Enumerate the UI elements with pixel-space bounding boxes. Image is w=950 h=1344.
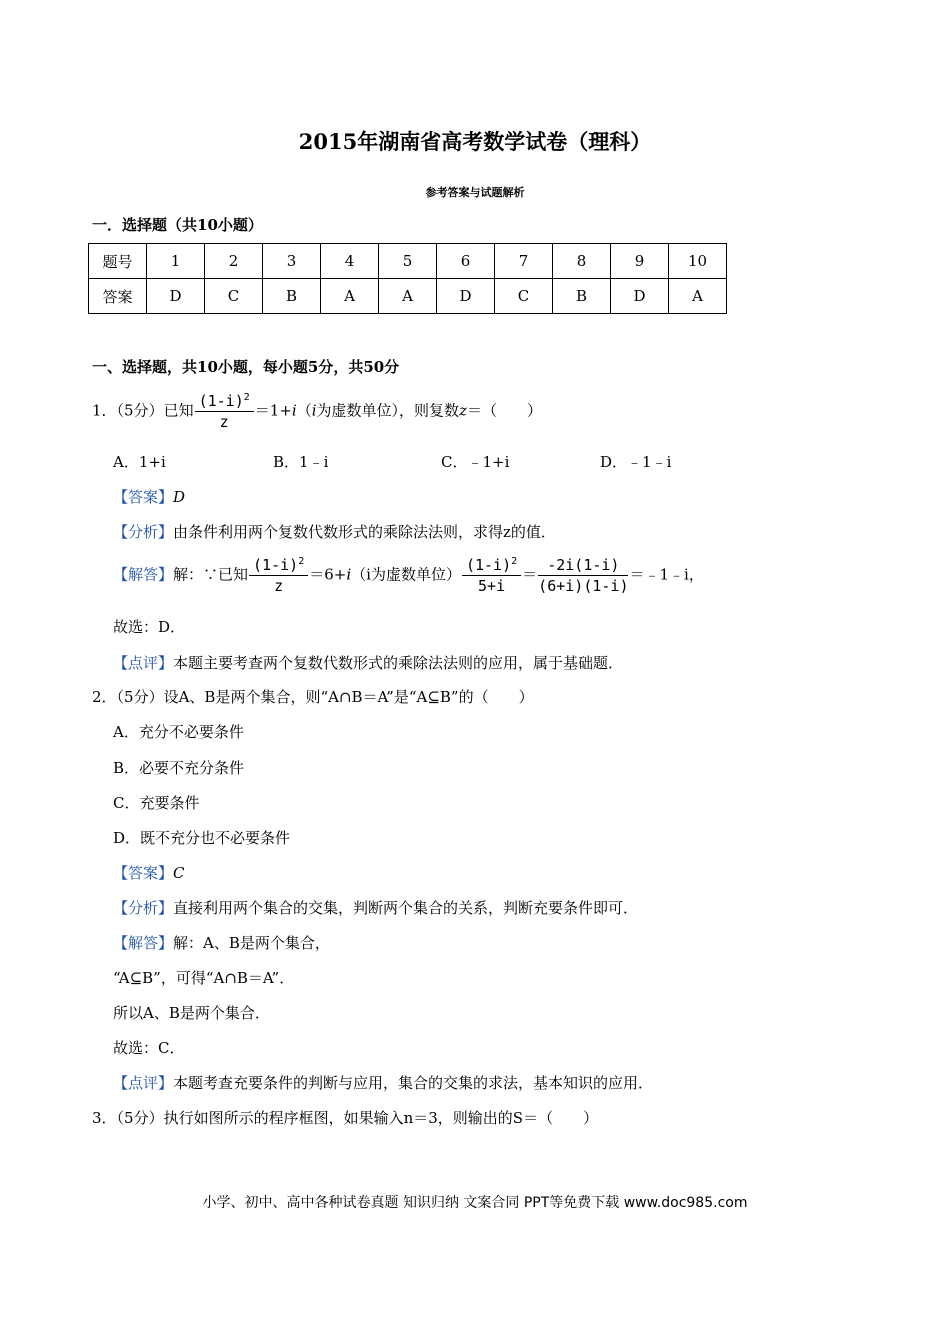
q1-frac-num: (1-i) bbox=[198, 392, 244, 410]
q1-end: ＝（ ） bbox=[466, 401, 542, 420]
page-footer: 小学、初中、高中各种试卷真题 知识归纳 文案合同 PPT等免费下载 www.doc985.com bbox=[202, 1195, 748, 1211]
q2-answer-value: C bbox=[173, 864, 185, 882]
table-cell: C bbox=[205, 279, 263, 314]
table-cell: 6 bbox=[437, 244, 495, 279]
answer-tag: 【答案】 bbox=[113, 864, 174, 882]
table-row bbox=[89, 244, 727, 279]
section-heading-scoring: 一、选择题，共10小题，每小题5分，共50分 bbox=[92, 358, 400, 376]
answer-tag: 【答案】 bbox=[113, 488, 174, 506]
table-cell: A bbox=[669, 279, 727, 314]
q1-sol-frac2-num: (1-i) bbox=[465, 556, 512, 574]
q1-comment bbox=[113, 652, 623, 673]
table-cell: 7 bbox=[495, 244, 553, 279]
table-cell: D bbox=[437, 279, 495, 314]
q1-fraction bbox=[195, 392, 254, 431]
table-cell: 9 bbox=[611, 244, 669, 279]
q2-solution-line-3: 所以A、B是两个集合． bbox=[113, 1004, 270, 1022]
table-cell: B bbox=[553, 279, 611, 314]
q1-analysis bbox=[113, 521, 556, 542]
table-header-cell: 题号 bbox=[89, 244, 147, 279]
table-cell: 1 bbox=[147, 244, 205, 279]
q1-sol-frac1-den: z bbox=[274, 577, 284, 595]
analysis-tag: 【分析】 bbox=[113, 899, 174, 917]
table-cell: 3 bbox=[263, 244, 321, 279]
q1-eq: ＝1+ bbox=[254, 401, 292, 420]
q2-solution-line-2: “A⊆B”，可得“A∩B＝A”． bbox=[113, 969, 295, 987]
q1-sol-frac2-sup: 2 bbox=[511, 556, 518, 567]
q1-comment-text: 本题主要考查两个复数代数形式的乘除法法则的应用，属于基础题． bbox=[173, 654, 624, 672]
comment-tag: 【点评】 bbox=[113, 1074, 174, 1092]
q2-option-a: A．充分不必要条件 bbox=[113, 723, 244, 741]
q1-sol-frac2-den: 5+i bbox=[478, 577, 506, 595]
q2-comment-text: 本题考查充要条件的判断与应用，集合的交集的求法，基本知识的应用． bbox=[173, 1074, 654, 1092]
table-cell: 10 bbox=[669, 244, 727, 279]
answer-table bbox=[88, 243, 727, 314]
solution-tag: 【解答】 bbox=[113, 565, 174, 584]
q2-solution-text: 解：A、B是两个集合， bbox=[173, 934, 330, 952]
q1-frac-sup: 2 bbox=[243, 392, 250, 403]
table-cell: 5 bbox=[379, 244, 437, 279]
q1-i2: i bbox=[311, 401, 317, 420]
q1-choose: 故选：D． bbox=[113, 618, 186, 636]
q1-i: i bbox=[291, 401, 297, 420]
question-3-stem: 3．（5分）执行如图所示的程序框图，如果输入n＝3，则输出的S＝（ ） bbox=[92, 1109, 599, 1127]
question-2-stem: 2．（5分）设A、B是两个集合，则“A∩B＝A”是“A⊆B”的（ ） bbox=[92, 688, 534, 706]
q1-sol-result: ＝﹣1﹣i， bbox=[629, 565, 704, 584]
table-cell: A bbox=[321, 279, 379, 314]
q2-option-b: B．必要不充分条件 bbox=[113, 759, 245, 777]
q1-option-d: D．﹣1﹣i bbox=[600, 453, 672, 471]
q1-sol-fraction-2 bbox=[462, 556, 521, 595]
table-cell: B bbox=[263, 279, 321, 314]
table-header-cell: 答案 bbox=[89, 279, 147, 314]
q1-rest: 为虚数单位），则复数 bbox=[316, 401, 460, 420]
table-cell: D bbox=[147, 279, 205, 314]
question-1-stem bbox=[92, 392, 542, 431]
q1-z: z bbox=[459, 401, 467, 420]
q1-option-a: A．1+i bbox=[113, 453, 166, 471]
q1-solution: 【解答】解：∵已知 $\frac{(1-i)^2}{z}$ ＝6+i（i为虚数单位） $\frac{(1-i)^2}{5+i}$ ＝ $\frac{-2i(1-i)}{(6+i)(1-i)}$ ＝﹣1﹣i， bbox=[113, 556, 704, 595]
table-cell: A bbox=[379, 279, 437, 314]
q1-sol-mid1: ＝6+ bbox=[309, 565, 347, 584]
comment-tag: 【点评】 bbox=[113, 654, 174, 672]
q2-comment bbox=[113, 1072, 653, 1093]
q1-frac-den: z bbox=[219, 413, 229, 431]
q1-option-b: B．1﹣i bbox=[273, 453, 329, 471]
section-heading-choice: 一．选择题（共10小题） bbox=[92, 216, 263, 234]
table-cell: C bbox=[495, 279, 553, 314]
q1-option-c: C．﹣1+i bbox=[441, 453, 510, 471]
q1-analysis-text: 由条件利用两个复数代数形式的乘除法法则，求得z的值． bbox=[173, 523, 556, 541]
q1-paren: （ bbox=[296, 401, 312, 420]
q2-answer bbox=[113, 862, 185, 883]
page-subtitle: 参考答案与试题解析 bbox=[425, 186, 525, 199]
q1-answer-value: D bbox=[173, 488, 186, 506]
q1-sol-fraction-1 bbox=[249, 556, 308, 595]
q1-sol-frac1-sup: 2 bbox=[298, 556, 305, 567]
q2-option-d: D．既不充分也不必要条件 bbox=[113, 829, 291, 847]
q2-choose: 故选：C． bbox=[113, 1039, 185, 1057]
q1-sol-fraction-3 bbox=[538, 556, 628, 595]
q1-sol-mid-i: i bbox=[346, 565, 352, 584]
q2-solution bbox=[113, 932, 330, 953]
table-cell: 8 bbox=[553, 244, 611, 279]
table-cell: D bbox=[611, 279, 669, 314]
q1-sol-pre: 解：∵已知 bbox=[173, 565, 249, 584]
table-cell: 4 bbox=[321, 244, 379, 279]
q2-analysis bbox=[113, 897, 638, 918]
q2-analysis-text: 直接利用两个集合的交集，判断两个集合的关系，判断充要条件即可． bbox=[173, 899, 639, 917]
q1-sol-frac1-num: (1-i) bbox=[253, 556, 299, 574]
table-cell: 2 bbox=[205, 244, 263, 279]
q1-sol-frac3-den: (6+i)(1-i) bbox=[538, 577, 629, 595]
q1-prefix: 1．（5分）已知 bbox=[92, 401, 194, 420]
q2-option-c: C．充要条件 bbox=[113, 794, 200, 812]
analysis-tag: 【分析】 bbox=[113, 523, 174, 541]
page-title: 2015年湖南省高考数学试卷（理科） bbox=[298, 129, 652, 154]
solution-tag: 【解答】 bbox=[113, 934, 174, 952]
q1-sol-frac3-num: -2i(1-i) bbox=[538, 556, 628, 576]
q1-answer bbox=[113, 486, 185, 507]
q1-sol-mid2: （i为虚数单位） bbox=[351, 565, 461, 584]
table-row bbox=[89, 279, 727, 314]
